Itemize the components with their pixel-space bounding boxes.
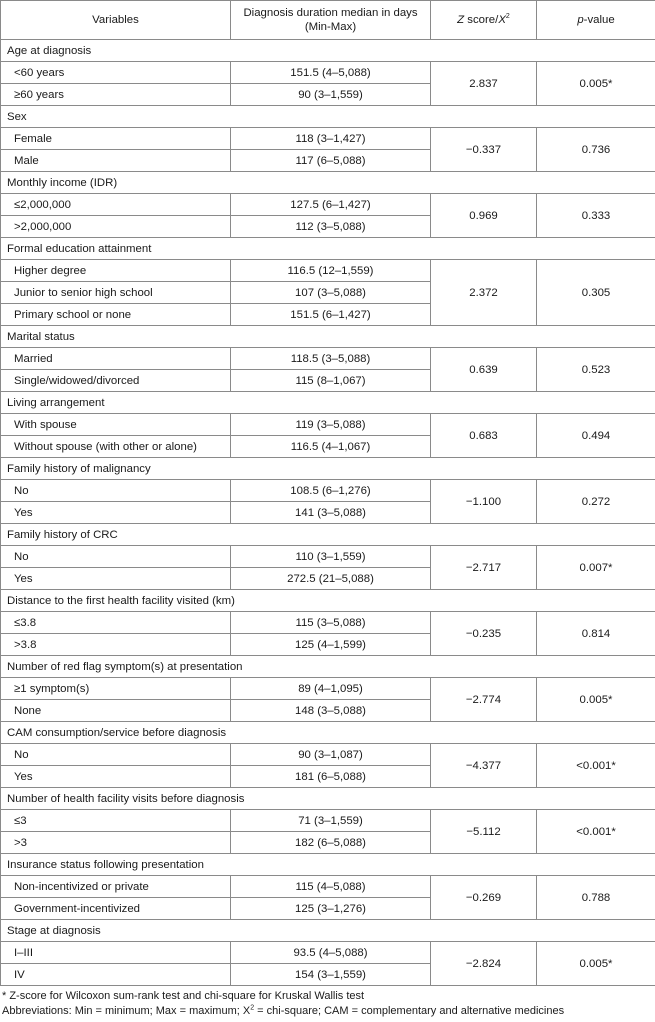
header-z: Z	[457, 14, 465, 26]
footnote-test: * Z-score for Wilcoxon sum-rank test and chi-square for Kruskal Wallis test	[2, 990, 365, 1002]
header-zscore	[431, 1, 537, 40]
row-label: Non-incentivized or private	[1, 876, 231, 898]
row-label: Female	[1, 128, 231, 150]
row-label: >3	[1, 832, 231, 854]
table-row	[1, 810, 655, 832]
row-median: 272.5 (21–5,088)	[231, 568, 431, 590]
footnote-abbrev-post: = chi-square; CAM = complementary and alternative medicines	[254, 1005, 565, 1017]
group-statistic: 0.683	[431, 414, 537, 458]
group-title: Age at diagnosis	[1, 40, 655, 62]
group-statistic: 0.639	[431, 348, 537, 392]
row-label: Male	[1, 150, 231, 172]
group-pvalue: <0.001*	[537, 810, 655, 854]
table-row	[1, 260, 655, 282]
group-title: Family history of CRC	[1, 524, 655, 546]
group-statistic: −2.717	[431, 546, 537, 590]
group-statistic: −1.100	[431, 480, 537, 524]
row-label: None	[1, 700, 231, 722]
group-title: Living arrangement	[1, 392, 655, 414]
group-title: Formal education attainment	[1, 238, 655, 260]
group-statistic: −2.774	[431, 678, 537, 722]
table-row	[1, 744, 655, 766]
header-median-line1: Diagnosis duration median in days	[243, 7, 418, 19]
header-pvalue	[537, 1, 655, 40]
row-label: ≤3.8	[1, 612, 231, 634]
row-median: 118.5 (3–5,088)	[231, 348, 431, 370]
row-label: No	[1, 546, 231, 568]
group-pvalue: 0.007*	[537, 546, 655, 590]
row-median: 141 (3–5,088)	[231, 502, 431, 524]
row-label: Junior to senior high school	[1, 282, 231, 304]
row-median: 119 (3–5,088)	[231, 414, 431, 436]
group-pvalue: 0.736	[537, 128, 655, 172]
row-median: 89 (4–1,095)	[231, 678, 431, 700]
group-header-row	[1, 238, 655, 260]
row-median: 110 (3–1,559)	[231, 546, 431, 568]
row-median: 115 (4–5,088)	[231, 876, 431, 898]
row-median: 90 (3–1,087)	[231, 744, 431, 766]
row-label: Without spouse (with other or alone)	[1, 436, 231, 458]
group-header-row	[1, 920, 655, 942]
header-chi-sup: 2	[505, 13, 510, 21]
row-label: >2,000,000	[1, 216, 231, 238]
group-title: Number of health facility visits before diagnosis	[1, 788, 655, 810]
table-body	[1, 40, 655, 986]
header-variables: Variables	[1, 1, 231, 40]
header-row	[1, 1, 655, 40]
row-median: 108.5 (6–1,276)	[231, 480, 431, 502]
group-title: Insurance status following presentation	[1, 854, 655, 876]
group-statistic: −0.269	[431, 876, 537, 920]
group-header-row	[1, 788, 655, 810]
group-pvalue: 0.814	[537, 612, 655, 656]
group-pvalue: 0.788	[537, 876, 655, 920]
header-value: -value	[583, 14, 615, 26]
row-median: 90 (3–1,559)	[231, 84, 431, 106]
row-median: 151.5 (4–5,088)	[231, 62, 431, 84]
group-header-row	[1, 458, 655, 480]
table-row	[1, 876, 655, 898]
group-title: Stage at diagnosis	[1, 920, 655, 942]
row-label: Higher degree	[1, 260, 231, 282]
footnotes	[0, 986, 655, 1019]
group-pvalue: 0.005*	[537, 678, 655, 722]
row-median: 115 (8–1,067)	[231, 370, 431, 392]
row-median: 182 (6–5,088)	[231, 832, 431, 854]
table-row	[1, 678, 655, 700]
group-statistic: −5.112	[431, 810, 537, 854]
row-label: Single/widowed/divorced	[1, 370, 231, 392]
row-label: Primary school or none	[1, 304, 231, 326]
group-header-row	[1, 722, 655, 744]
footnote-abbrev-pre: Abbreviations: Min = minimum; Max = maximum; X	[2, 1005, 251, 1017]
row-median: 125 (3–1,276)	[231, 898, 431, 920]
group-header-row	[1, 656, 655, 678]
header-p: p	[577, 14, 584, 26]
table-row	[1, 480, 655, 502]
table-row	[1, 128, 655, 150]
table-row	[1, 414, 655, 436]
row-label: No	[1, 480, 231, 502]
row-median: 115 (3–5,088)	[231, 612, 431, 634]
row-median: 127.5 (6–1,427)	[231, 194, 431, 216]
table-row	[1, 942, 655, 964]
group-header-row	[1, 172, 655, 194]
header-median	[231, 1, 431, 40]
row-median: 116.5 (12–1,559)	[231, 260, 431, 282]
group-title: Family history of malignancy	[1, 458, 655, 480]
row-label: With spouse	[1, 414, 231, 436]
group-pvalue: 0.494	[537, 414, 655, 458]
group-title: Sex	[1, 106, 655, 128]
row-label: ≤2,000,000	[1, 194, 231, 216]
row-median: 151.5 (6–1,427)	[231, 304, 431, 326]
row-label: ≤3	[1, 810, 231, 832]
group-pvalue: 0.333	[537, 194, 655, 238]
group-pvalue: 0.005*	[537, 62, 655, 106]
row-median: 148 (3–5,088)	[231, 700, 431, 722]
group-statistic: −4.377	[431, 744, 537, 788]
group-statistic: −0.235	[431, 612, 537, 656]
group-title: Distance to the first health facility visited (km)	[1, 590, 655, 612]
group-header-row	[1, 40, 655, 62]
group-statistic: −0.337	[431, 128, 537, 172]
row-label: I–III	[1, 942, 231, 964]
row-median: 118 (3–1,427)	[231, 128, 431, 150]
row-median: 112 (3–5,088)	[231, 216, 431, 238]
group-statistic: 0.969	[431, 194, 537, 238]
header-chi: X	[498, 14, 506, 26]
row-label: <60 years	[1, 62, 231, 84]
row-label: ≥60 years	[1, 84, 231, 106]
row-median: 71 (3–1,559)	[231, 810, 431, 832]
row-label: IV	[1, 964, 231, 986]
row-label: ≥1 symptom(s)	[1, 678, 231, 700]
row-label: >3.8	[1, 634, 231, 656]
row-label: Married	[1, 348, 231, 370]
group-pvalue: 0.305	[537, 260, 655, 326]
table-row	[1, 546, 655, 568]
group-statistic: 2.372	[431, 260, 537, 326]
header-score: score/	[464, 14, 499, 26]
group-statistic: 2.837	[431, 62, 537, 106]
table-row	[1, 194, 655, 216]
header-median-line2: (Min-Max)	[304, 21, 357, 33]
row-median: 125 (4–1,599)	[231, 634, 431, 656]
group-header-row	[1, 392, 655, 414]
row-label: Yes	[1, 568, 231, 590]
row-median: 181 (6–5,088)	[231, 766, 431, 788]
row-median: 154 (3–1,559)	[231, 964, 431, 986]
group-pvalue: <0.001*	[537, 744, 655, 788]
table-row	[1, 62, 655, 84]
group-statistic: −2.824	[431, 942, 537, 986]
footnote-abbreviations	[2, 1004, 653, 1019]
table-row	[1, 348, 655, 370]
row-median: 116.5 (4–1,067)	[231, 436, 431, 458]
group-title: Monthly income (IDR)	[1, 172, 655, 194]
group-title: Marital status	[1, 326, 655, 348]
group-title: Number of red flag symptom(s) at presentation	[1, 656, 655, 678]
group-header-row	[1, 106, 655, 128]
group-header-row	[1, 590, 655, 612]
group-pvalue: 0.523	[537, 348, 655, 392]
group-pvalue: 0.005*	[537, 942, 655, 986]
group-title: CAM consumption/service before diagnosis	[1, 722, 655, 744]
group-header-row	[1, 854, 655, 876]
row-label: Yes	[1, 766, 231, 788]
group-pvalue: 0.272	[537, 480, 655, 524]
row-label: No	[1, 744, 231, 766]
row-median: 107 (3–5,088)	[231, 282, 431, 304]
row-label: Government-incentivized	[1, 898, 231, 920]
table-row	[1, 612, 655, 634]
footnote-abbrev-sup: 2	[250, 1004, 255, 1012]
group-header-row	[1, 524, 655, 546]
group-header-row	[1, 326, 655, 348]
row-label: Yes	[1, 502, 231, 524]
row-median: 93.5 (4–5,088)	[231, 942, 431, 964]
row-median: 117 (6–5,088)	[231, 150, 431, 172]
